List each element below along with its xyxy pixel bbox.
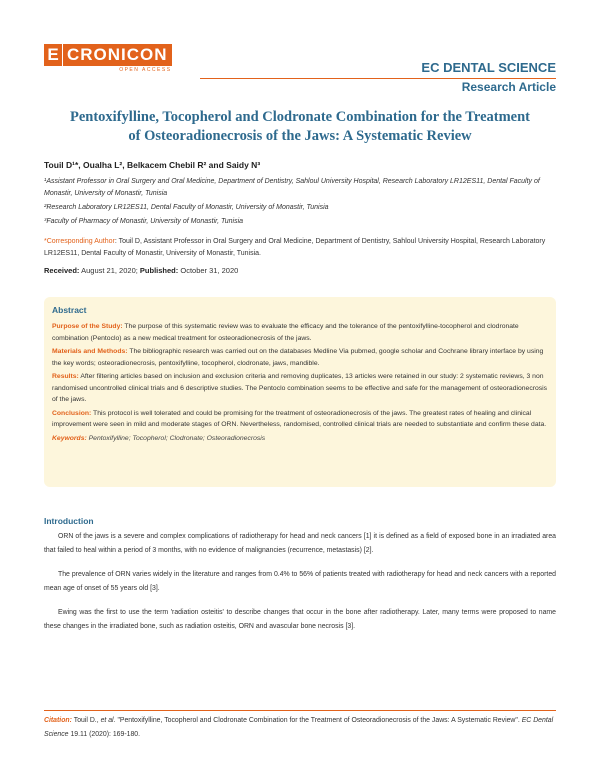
results-text: After filtering articles based on inclusion and exclusion criteria and removing duplicates, 13 articles were retained in our study: 2 systematic reviews, 3 non randomised uncontrolled clinical trials and 6 descriptive studies. The Pentoclo combination seems to be effective and safe for the management of osteoradionecrosis of the jaws. bbox=[52, 373, 548, 403]
keywords-text: Pentoxifylline; Tocopherol; Clodronate; Osteoradionecrosis bbox=[88, 434, 266, 442]
paper-title bbox=[44, 108, 556, 146]
abstract-results bbox=[52, 371, 548, 406]
cronicon-logo bbox=[44, 44, 194, 73]
abstract-heading: Abstract bbox=[52, 305, 87, 315]
keywords bbox=[52, 433, 548, 445]
methods-label: Materials and Methods: bbox=[52, 348, 128, 355]
abstract-methods bbox=[52, 346, 548, 369]
corresponding-text: : Touil D, Assistant Professor in Oral Surgery and Oral Medicine, Department of Dentistry, Sahloul University Hospital, Research Laboratory LR12ES11, Dental Faculty of Monastir, University of Monastir, Tunisia. bbox=[44, 238, 546, 257]
purpose-text: The purpose of this systematic review was to evaluate the efficacy and the tolerance of the pentoxifylline-tocopherol and clodronate combination (Pentoclo) as a new medical treatment for osteoradionecrosis of the jaws. bbox=[52, 323, 519, 342]
title-line-2: of Osteoradionecrosis of the Jaws: A Systematic Review bbox=[128, 128, 472, 144]
abstract-purpose bbox=[52, 321, 548, 344]
corresponding-label: *Corresponding Author bbox=[44, 238, 115, 245]
logo-mark: E bbox=[44, 44, 62, 66]
authors: Touil D¹*, Oualha L², Belkacem Chebil R² and Saidy N³ bbox=[44, 160, 261, 170]
purpose-label: Purpose of the Study: bbox=[52, 323, 123, 330]
published-date: October 31, 2020 bbox=[180, 266, 239, 275]
keywords-label: Keywords: bbox=[52, 434, 87, 442]
affiliation-3: ³Faculty of Pharmacy of Monastir, University of Monastir, Tunisia bbox=[44, 218, 244, 225]
citation-author: Touil D., bbox=[73, 717, 99, 724]
journal-name: EC DENTAL SCIENCE bbox=[421, 60, 556, 75]
article-type: Research Article bbox=[461, 80, 556, 94]
citation-etal: et al. bbox=[100, 717, 116, 724]
logo-subtext: OPEN ACCESS bbox=[119, 67, 172, 73]
title-line-1: Pentoxifylline, Tocopherol and Clodronate Combination for the Treatment bbox=[70, 109, 530, 125]
abstract-conclusion bbox=[52, 408, 548, 431]
conclusion-text: This protocol is well tolerated and could be promising for the treatment of osteoradionecrosis of the jaws. The greatest rates of healing and clinical improvement were seen in mild and moderate stages of ORN. Nevertheless, randomised, controlled clinical trials are needed to substantiate and confirm these data. bbox=[52, 409, 547, 428]
received-date: August 21, 2020; bbox=[81, 266, 138, 275]
introduction-heading: Introduction bbox=[44, 516, 94, 526]
intro-paragraph-1: ORN of the jaws is a severe and complex complications of radiotherapy for head and neck cancers [1] it is defined as a field of exposed bone in an irradiated area that failed to heal within a period of 3 months, with no evidence of malignancies (recurrence, metastasis) [2]. bbox=[44, 533, 556, 554]
logo-text: CRONICON bbox=[63, 44, 172, 66]
affiliation-1: ¹Assistant Professor in Oral Surgery and Oral Medicine, Department of Dentistry, Sahloul University Hospital, Research Laboratory LR12ES11, Dental Faculty of Monastir, University of Monastir, Tunisia bbox=[44, 178, 540, 197]
results-label: Results: bbox=[52, 373, 79, 380]
conclusion-label: Conclusion: bbox=[52, 409, 92, 417]
citation-ref: 19.11 (2020): 169-180. bbox=[70, 731, 141, 738]
dates bbox=[44, 266, 238, 275]
affiliation-2: ²Research Laboratory LR12ES11, Dental Faculty of Monastir, University of Monastir, Tunisia bbox=[44, 204, 329, 211]
citation bbox=[44, 714, 556, 742]
footer-divider bbox=[44, 710, 556, 711]
citation-journal: EC Dental Science bbox=[44, 717, 554, 738]
intro-paragraph-2: The prevalence of ORN varies widely in the literature and ranges from 0.4% to 56% of patients treated with radiotherapy for head and neck cancers with a reported mean age of onset of 55 years old [3]. bbox=[44, 571, 556, 592]
citation-label: Citation: bbox=[44, 717, 72, 724]
header-divider bbox=[200, 78, 556, 79]
received-label: Received: bbox=[44, 266, 80, 275]
intro-paragraph-3: Ewing was the first to use the term 'radiation osteitis' to describe changes that occur in the bone after radiotherapy. Later, many terms were proposed to name these changes in the irradiated bone, such as radiation osteitis, ORN and avascular bone necrosis [3]. bbox=[44, 609, 556, 630]
methods-text: The bibliographic research was carried out on the databases Medline Via pubmed, google scholar and Cochrane library interface by using the key words; osteoradionecrosis, pentoxifylline, tocopherol, clodronate, jaws, mandible. bbox=[52, 348, 544, 367]
corresponding-author bbox=[44, 236, 558, 260]
citation-text: "Pentoxifylline, Tocopherol and Clodronate Combination for the Treatment of Osteoradionecrosis of the Jaws: A Systematic Review". bbox=[117, 717, 520, 724]
abstract-box bbox=[44, 297, 556, 487]
published-label: Published: bbox=[139, 266, 179, 275]
